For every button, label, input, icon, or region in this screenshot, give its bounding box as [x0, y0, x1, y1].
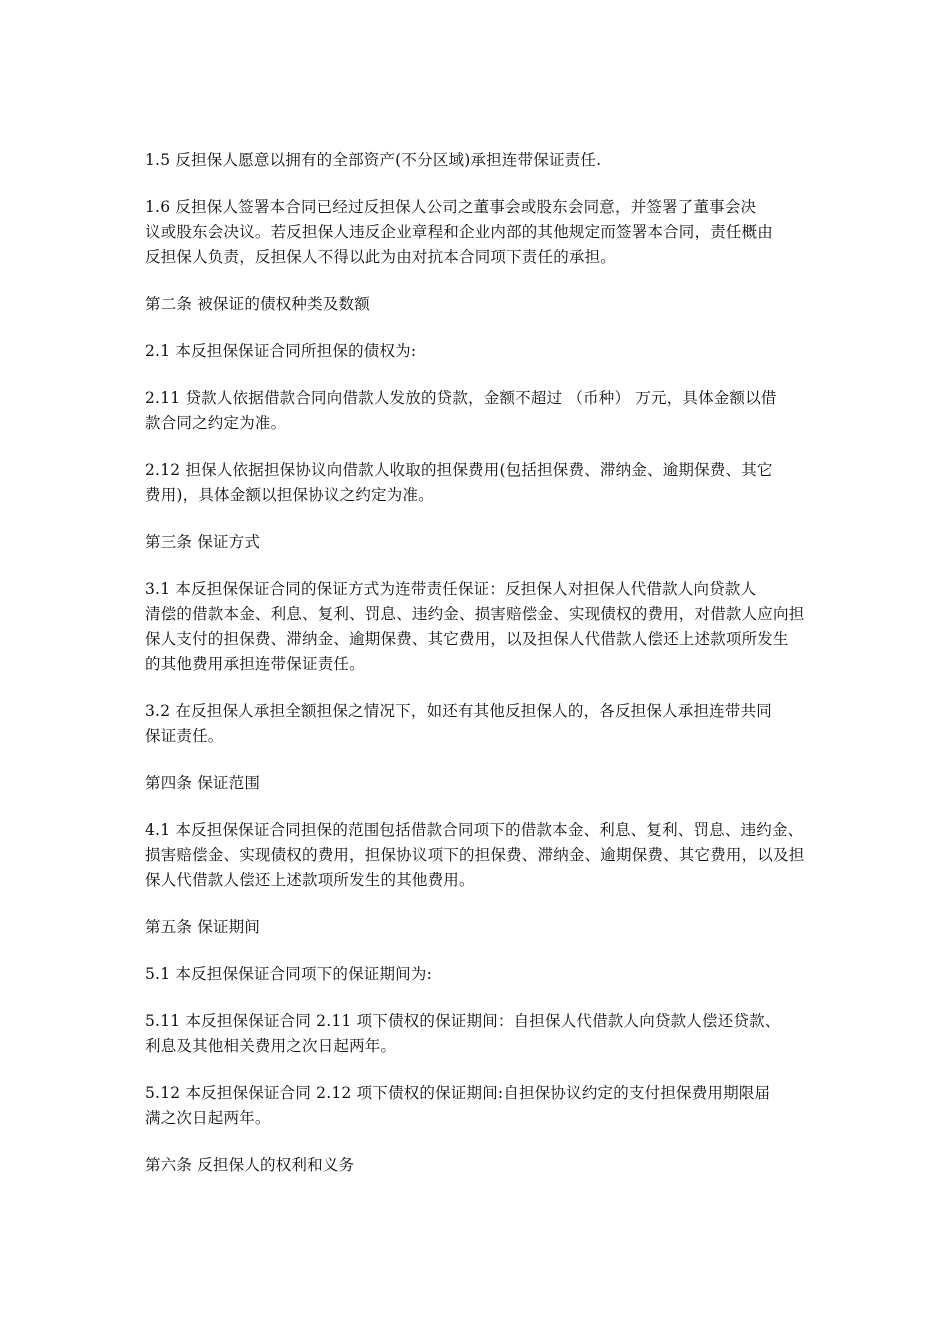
- clause-2-1: [145, 339, 813, 364]
- text-line: 1.5 反担保人愿意以拥有的全部资产(不分区域)承担连带保证责任.: [145, 151, 602, 169]
- heading-text: 第四条 保证范围: [145, 774, 261, 792]
- clause-5-11: [145, 1009, 813, 1059]
- text-line: 损害赔偿金、实现债权的费用，担保协议项下的担保费、滞纳金、逾期保费、其它费用，以及担: [145, 846, 805, 864]
- article-4-heading: [145, 771, 813, 796]
- article-5-heading: [145, 915, 813, 940]
- clause-5-1: [145, 962, 813, 987]
- text-line: 5.12 本反担保保证合同 2.12 项下债权的保证期间:自担保协议约定的支付担保费用期限届: [145, 1084, 771, 1102]
- heading-text: 第二条 被保证的债权种类及数额: [145, 295, 370, 313]
- text-line: 费用)，具体金额以担保协议之约定为准。: [145, 486, 434, 504]
- text-line: 3.2 在反担保人承担全额担保之情况下，如还有其他反担保人的，各反担保人承担连带共同: [145, 702, 772, 720]
- article-3-heading: [145, 530, 813, 555]
- clause-4-1: [145, 818, 813, 893]
- text-line: 2.11 贷款人依据借款合同向借款人发放的贷款，金额不超过 （币种） 万元，具体金额以借: [145, 389, 777, 407]
- clause-5-12: [145, 1081, 813, 1131]
- clause-3-2: [145, 699, 813, 749]
- text-line: 1.6 反担保人签署本合同已经过反担保人公司之董事会或股东会同意，并签署了董事会决: [145, 198, 757, 216]
- text-line: 保证责任。: [145, 727, 224, 745]
- text-line: 清偿的借款本金、利息、复利、罚息、违约金、损害赔偿金、实现债权的费用，对借款人应向担: [145, 605, 805, 623]
- clause-3-1: [145, 577, 813, 677]
- clause-1-5: [145, 148, 813, 173]
- text-line: 5.1 本反担保保证合同项下的保证期间为:: [145, 965, 433, 983]
- heading-text: 第三条 保证方式: [145, 533, 261, 551]
- text-line: 4.1 本反担保保证合同担保的范围包括借款合同项下的借款本金、利息、复利、罚息、违约金、: [145, 821, 804, 839]
- text-line: 5.11 本反担保保证合同 2.11 项下债权的保证期间：自担保人代借款人向贷款人偿还贷款、: [145, 1012, 781, 1030]
- text-line: 满之次日起两年。: [145, 1109, 271, 1127]
- clause-1-6: [145, 195, 813, 270]
- heading-text: 第六条 反担保人的权利和义务: [145, 1156, 355, 1174]
- text-line: 利息及其他相关费用之次日起两年。: [145, 1037, 397, 1055]
- article-2-heading: [145, 292, 813, 317]
- article-6-heading: [145, 1153, 813, 1178]
- text-line: 保人代借款人偿还上述款项所发生的其他费用。: [145, 871, 475, 889]
- clause-2-12: [145, 458, 813, 508]
- text-line: 3.1 本反担保保证合同的保证方式为连带责任保证：反担保人对担保人代借款人向贷款人: [145, 580, 757, 598]
- text-line: 议或股东会决议。若反担保人违反企业章程和企业内部的其他规定而签署本合同，责任概由: [145, 223, 774, 241]
- heading-text: 第五条 保证期间: [145, 918, 261, 936]
- text-line: 反担保人负责，反担保人不得以此为由对抗本合同项下责任的承担。: [145, 248, 617, 266]
- text-line: 2.1 本反担保保证合同所担保的债权为:: [145, 342, 417, 360]
- text-line: 2.12 担保人依据担保协议向借款人收取的担保费用(包括担保费、滞纳金、逾期保费、其它: [145, 461, 773, 479]
- text-line: 款合同之约定为准。: [145, 414, 287, 432]
- text-line: 保人支付的担保费、滞纳金、逾期保费、其它费用，以及担保人代借款人偿还上述款项所发生: [145, 630, 789, 648]
- clause-2-11: [145, 386, 813, 436]
- document-page: [145, 148, 813, 1200]
- text-line: 的其他费用承担连带保证责任。: [145, 655, 365, 673]
